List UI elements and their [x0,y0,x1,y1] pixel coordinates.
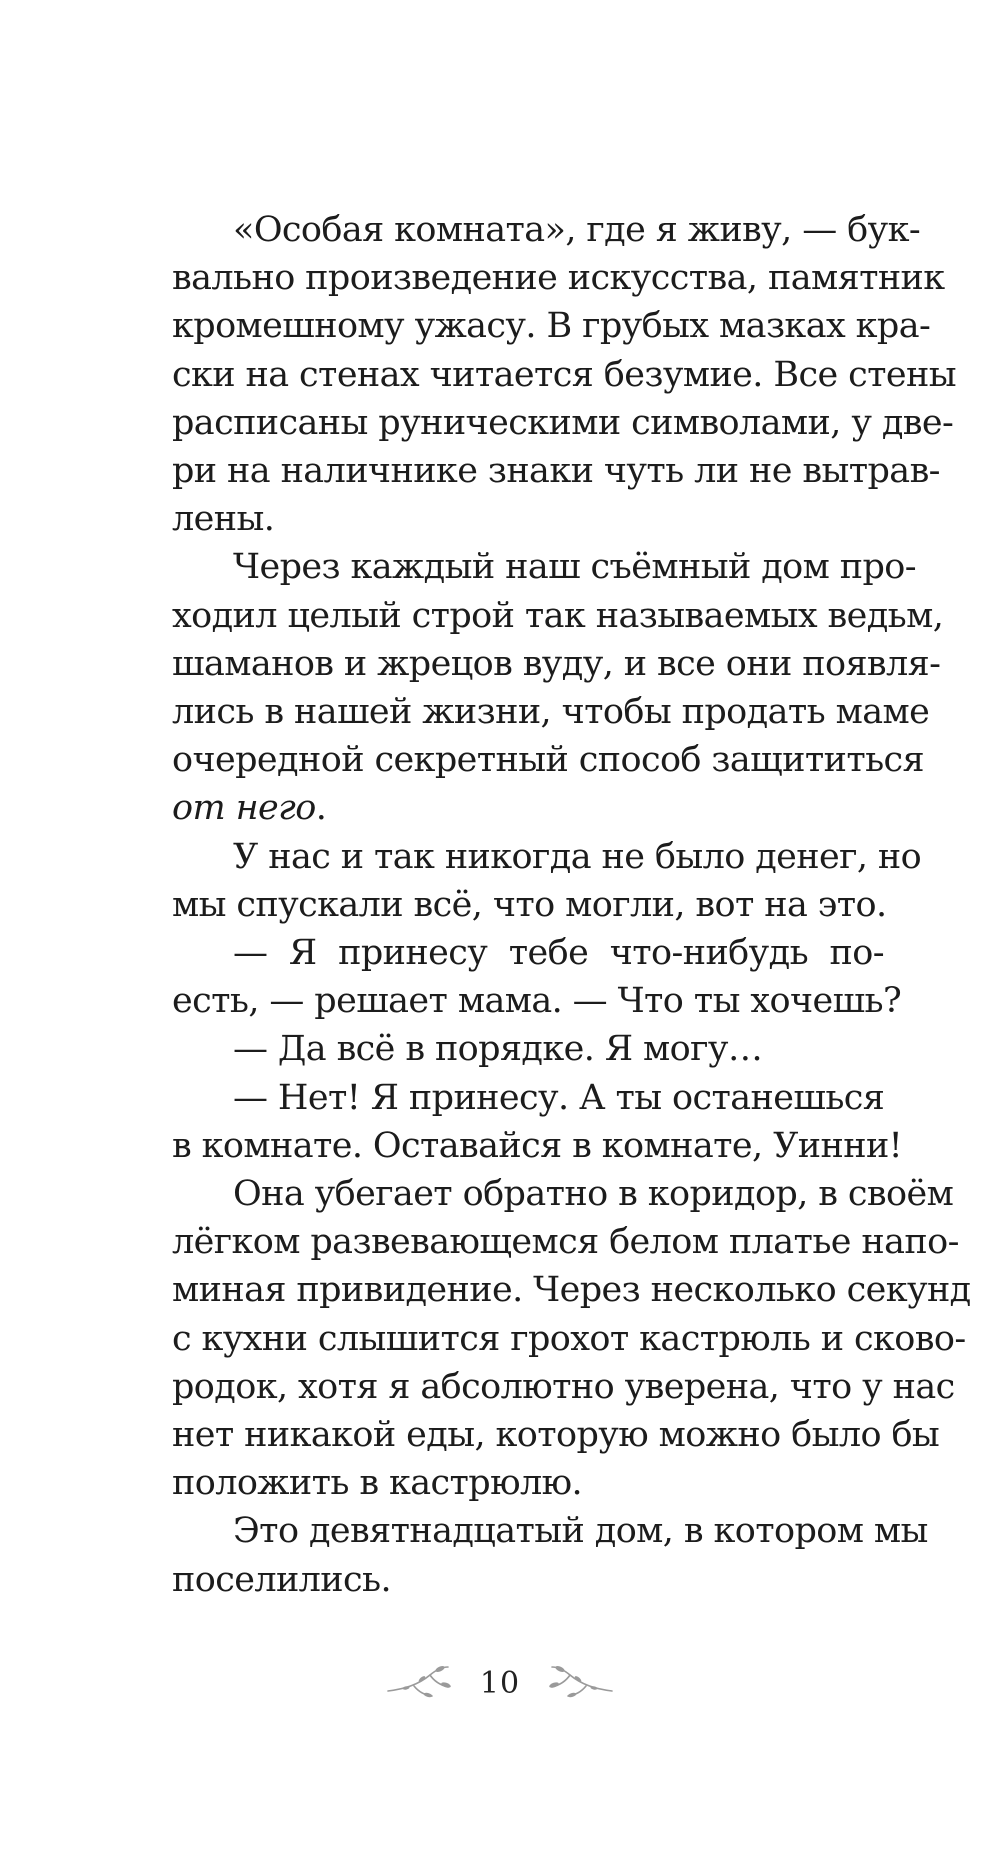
text-line: Она убегает обратно в коридор, в своём [233,1174,954,1215]
text-line: нет никакой еды, которую можно было бы [172,1415,940,1456]
text-line: миная привидение. Через несколько секунд [172,1270,971,1311]
text-line: ходил целый строй так называемых ведьм, [172,595,944,636]
text-line: положить в кастрюлю. [172,1463,583,1504]
text-line: У нас и так никогда не было денег, но [233,836,922,877]
paragraph [172,1170,971,1507]
page-text [172,206,971,1604]
paragraph [172,929,902,1025]
text-line: — Да всё в порядке. Я могу… [233,1029,763,1070]
text-line: Это девятнадцатый дом, в котором мы [233,1511,928,1552]
text-line: Через каждый наш съёмный дом про- [233,547,917,588]
text-line: в комнате. Оставайся в комнате, Уинни! [172,1125,903,1166]
text-line: лись в нашей жизни, чтобы продать маме [172,692,930,733]
text-line: лены. [172,499,275,540]
text-line: кромешному ужасу. В грубых мазках кра- [172,306,931,347]
paragraph [172,1074,903,1170]
text-line: лёгком развевающемся белом платье напо- [172,1222,959,1263]
italic-text: от него [172,788,316,829]
text-line: мы спускали всё, что могли, вот на это. [172,884,887,925]
text-line: вально произведение искусства, памятник [172,258,945,299]
text-line: поселились. [172,1559,392,1600]
text-line: «Особая комната», где я живу, — бук- [233,210,921,250]
text-line: с кухни слышится грохот кастрюль и сково- [172,1318,966,1359]
floral-ornament-icon [384,1661,454,1705]
text-line: — Нет! Я принесу. А ты останешься [233,1077,885,1118]
text-line: есть, — решает мама. — Что ты хочешь? [172,981,902,1022]
paragraph [172,1507,928,1603]
text-line: родок, хотя я абсолютно уверена, что у нас [172,1366,955,1407]
paragraph [172,1025,884,1073]
punctuation: . [315,788,327,829]
paragraph [172,543,944,832]
text-line: — Я принесу тебе что-нибудь по- [233,933,884,974]
text-line [172,784,884,832]
text-line: ри на наличнике знаки чуть ли не вытрав- [172,451,940,492]
page-number: 10 [479,1665,521,1701]
paragraph [172,833,922,929]
text-line: ски на стенах читается безумие. Все стены [172,354,956,395]
paragraph [172,206,956,543]
floral-ornament-icon [546,1661,616,1705]
page-footer [0,1653,1000,1713]
text-line: шаманов и жрецов вуду, и все они появля- [172,643,941,684]
text-line: очередной секретный способ защититься [172,740,925,781]
text-line: расписаны руническими символами, у две- [172,402,954,443]
